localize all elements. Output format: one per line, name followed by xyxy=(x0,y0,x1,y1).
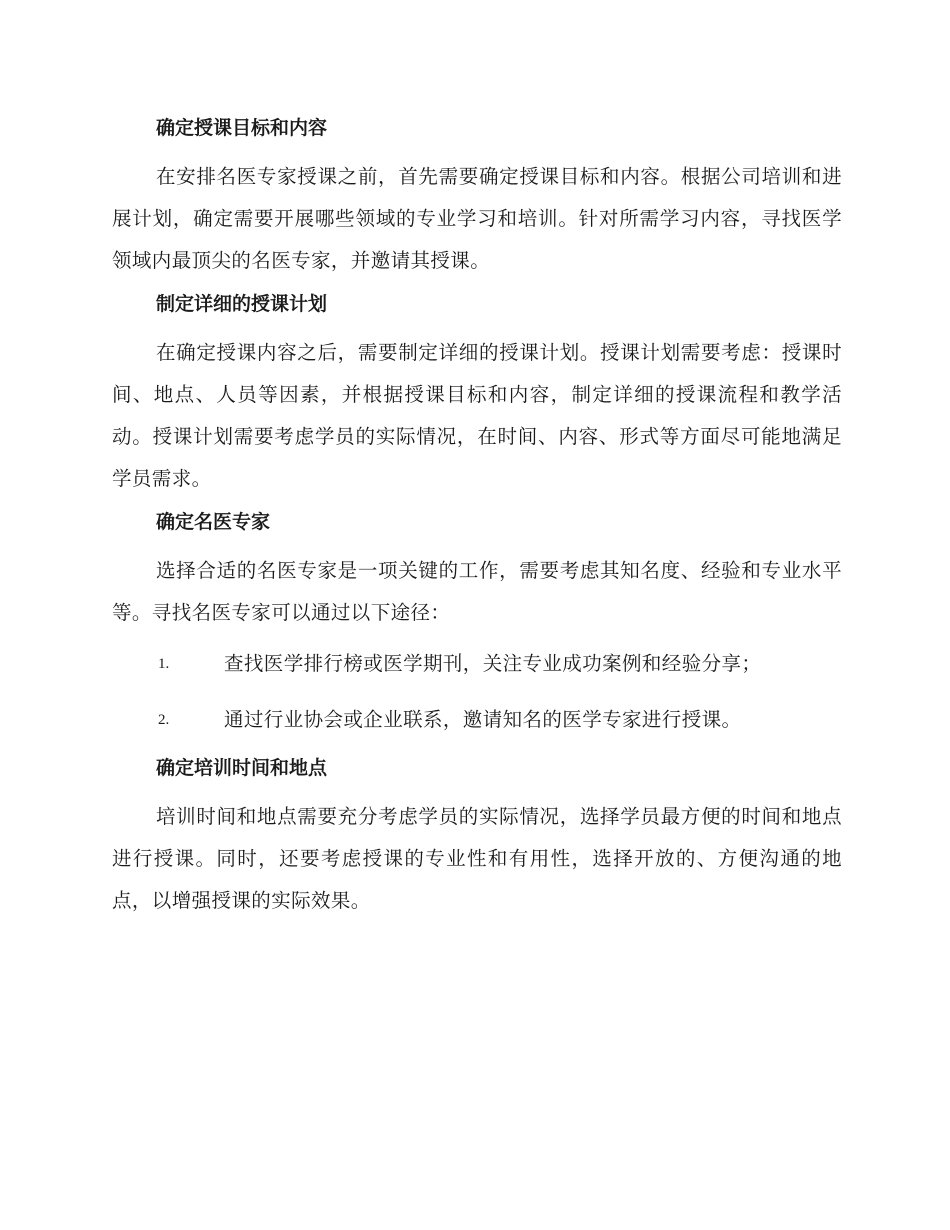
document-page xyxy=(112,108,842,924)
list-number: 2. xyxy=(158,711,170,728)
section-experts xyxy=(112,502,842,748)
section-time-place xyxy=(112,748,842,922)
list-item xyxy=(112,636,842,692)
list-text: 通过行业协会或企业联系，邀请知名的医学专家进行授课。 xyxy=(224,708,742,731)
section-heading: 确定培训时间和地点 xyxy=(156,757,328,779)
section-paragraph: 选择合适的名医专家是一项关键的工作，需要考虑其知名度、经验和专业水平等。寻找名医专家可以通过以下途径： xyxy=(112,559,842,624)
list-text: 查找医学排行榜或医学期刊，关注专业成功案例和经验分享； xyxy=(224,652,762,675)
section-goals xyxy=(112,108,842,282)
section-paragraph: 在安排名医专家授课之前，首先需要确定授课目标和内容。根据公司培训和进展计划，确定需要开展哪些领域的专业学习和培训。针对所需学习内容，寻找医学领域内最顶尖的名医专家，并邀请其授课。 xyxy=(112,165,842,272)
expert-sources-list xyxy=(112,636,842,748)
list-number: 1. xyxy=(158,655,170,672)
section-paragraph: 在确定授课内容之后，需要制定详细的授课计划。授课计划需要考虑：授课时间、地点、人员等因素，并根据授课目标和内容，制定详细的授课流程和教学活动。授课计划需要考虑学员的实际情况，在时间、内容、形式等方面尽可能地满足学员需求。 xyxy=(112,341,842,490)
section-heading: 确定名医专家 xyxy=(156,511,271,533)
section-heading: 确定授课目标和内容 xyxy=(156,117,328,139)
section-heading: 制定详细的授课计划 xyxy=(156,293,328,315)
list-item xyxy=(112,692,842,748)
section-paragraph: 培训时间和地点需要充分考虑学员的实际情况，选择学员最方便的时间和地点进行授课。同时，还要考虑授课的专业性和有用性，选择开放的、方便沟通的地点，以增强授课的实际效果。 xyxy=(112,805,842,912)
section-plan xyxy=(112,284,842,500)
